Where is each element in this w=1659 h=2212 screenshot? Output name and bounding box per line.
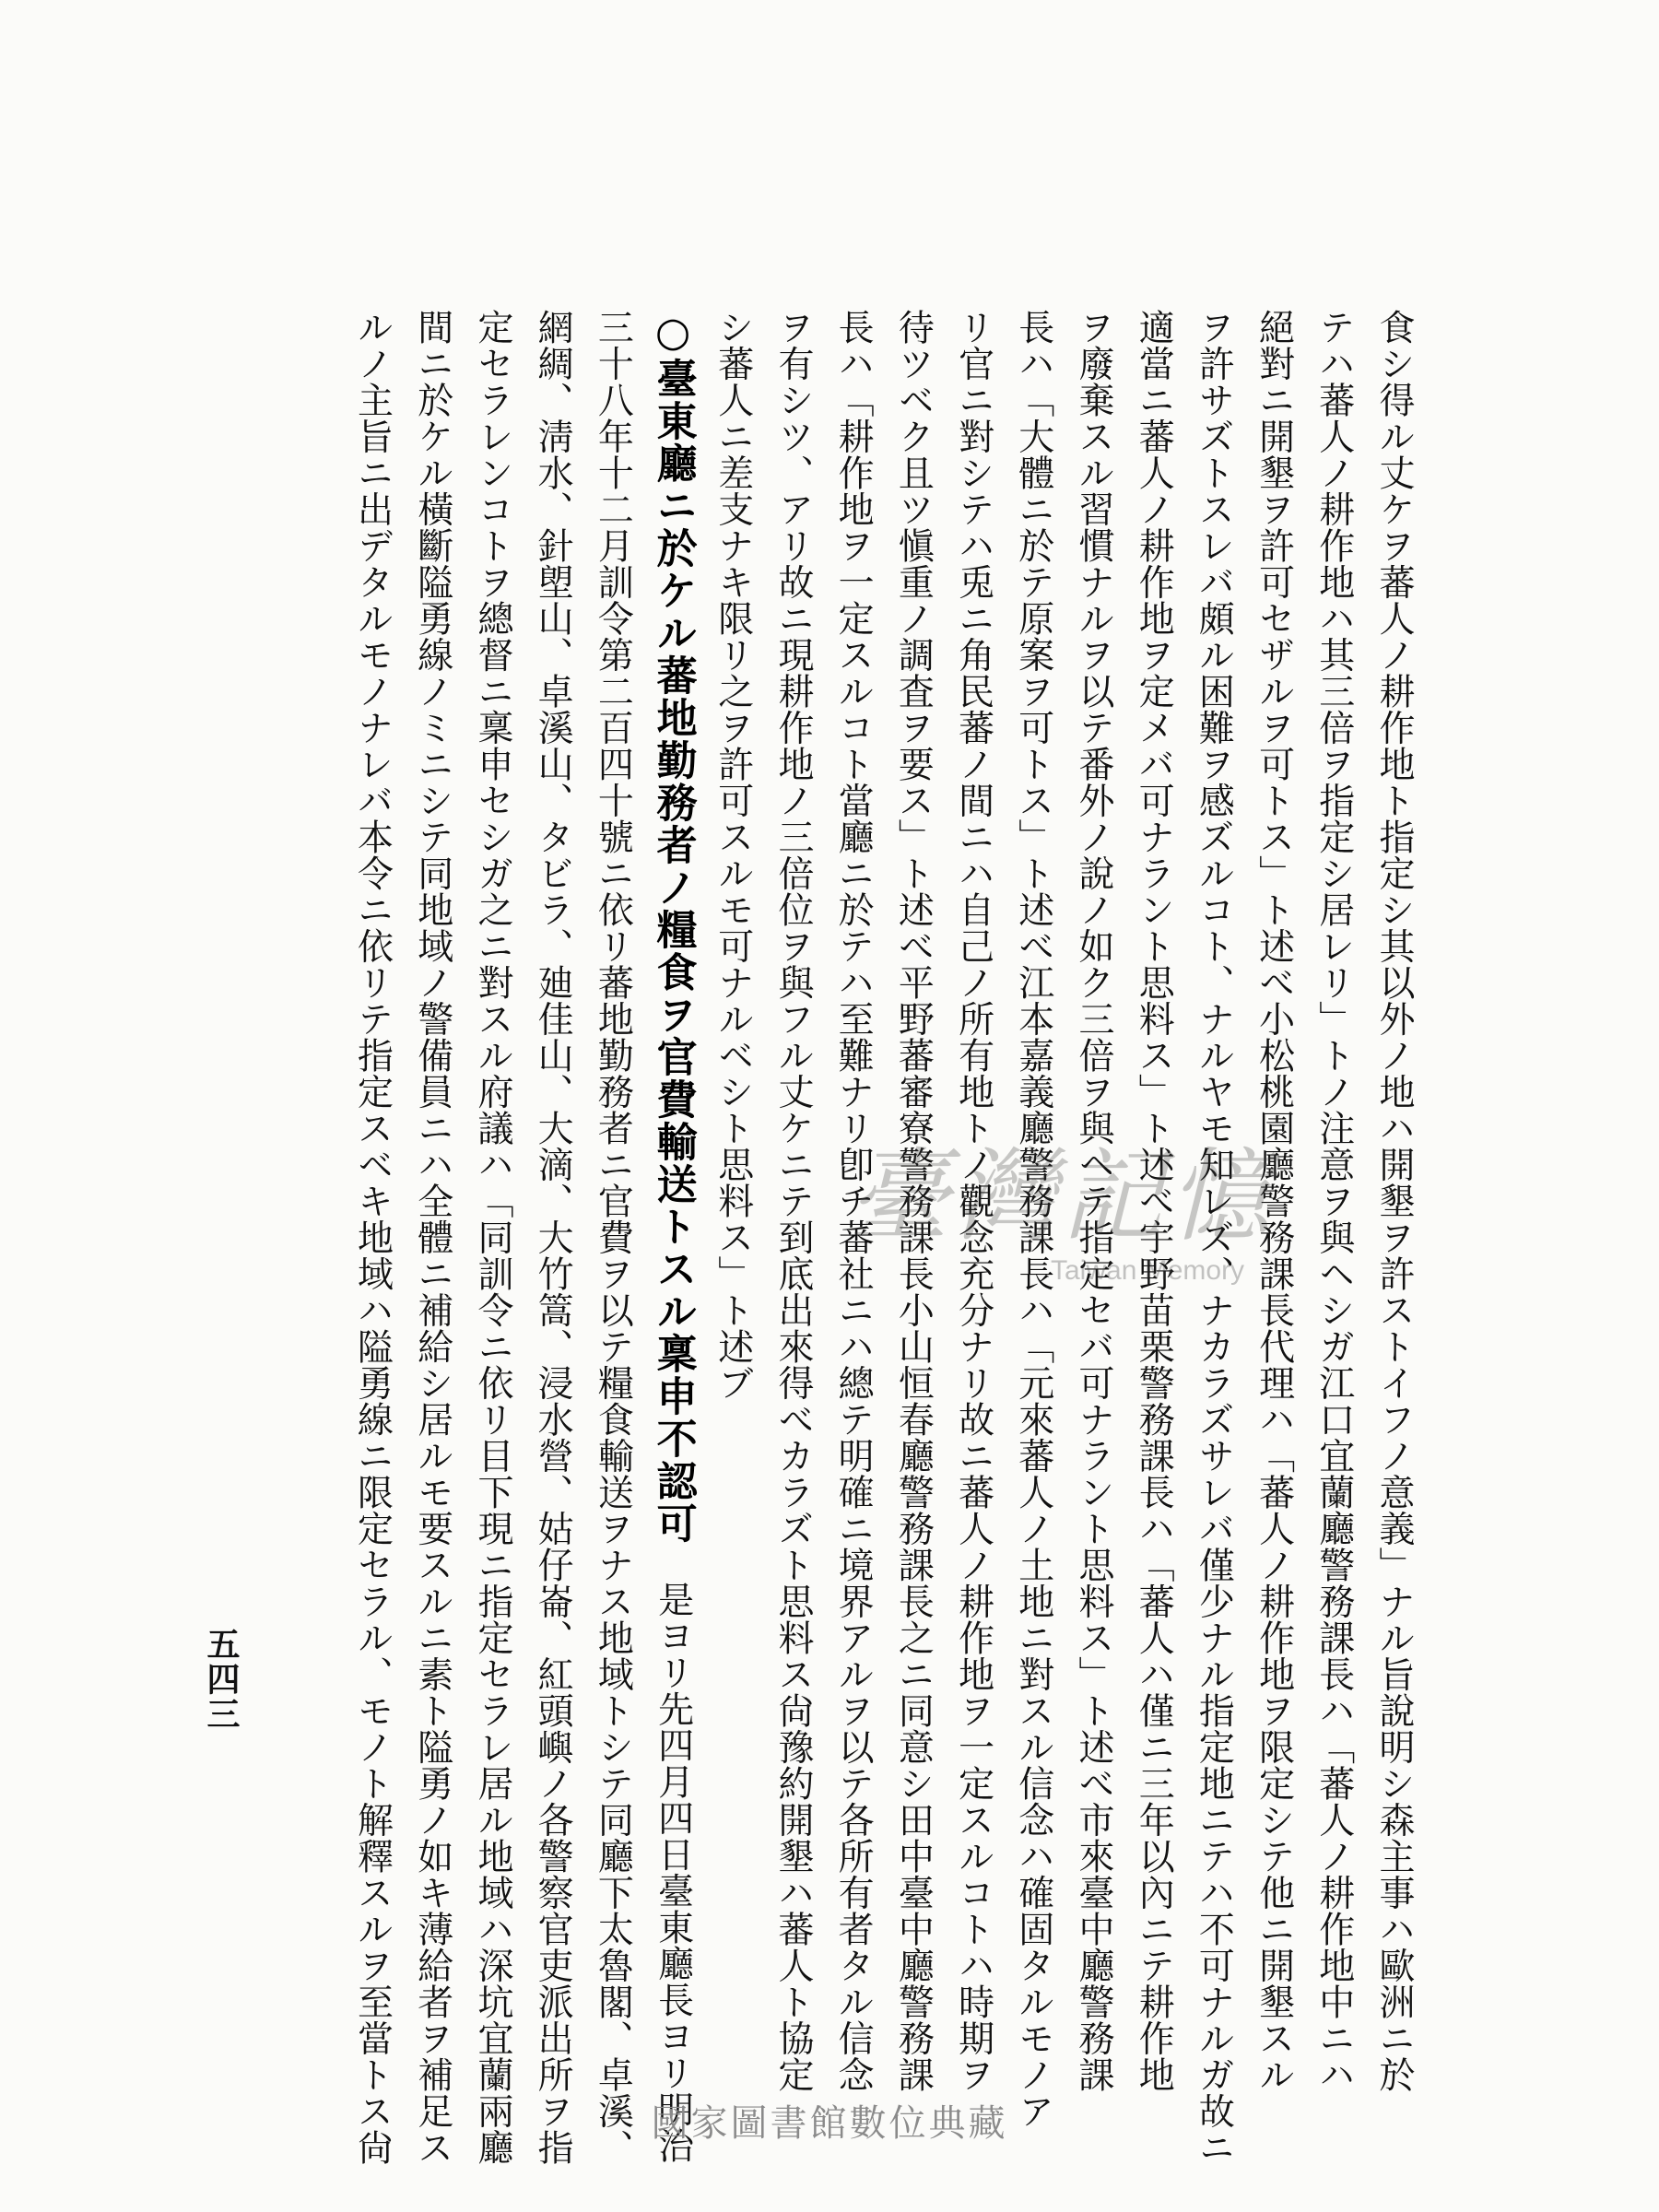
text-column: ヲ許サズトスレバ頗ル困難ヲ感ズルコト、ナルヤモ知レズ、ナカラズサレバ僅少ナル指定地ニテハ不可ナルガ故ニ <box>1193 309 1235 2166</box>
text-column: ルノ主旨ニ出デタルモノナレバ本令ニ依リテ指定スベキ地域ハ隘勇線ニ限定セラル、モノト解釋スルヲ至當トス尙 <box>351 309 394 2166</box>
text-column: 長ハ「耕作地ヲ一定スルコト當廳ニ於テハ至難ナリ卽チ蕃社ニハ總テ明確ニ境界アルヲ以テ各所有者タル信念 <box>832 309 875 2093</box>
section-heading-column <box>642 309 702 2164</box>
text-column: シ蕃人ニ差支ナキ限リ之ヲ許可スルモ可ナルベシト思料ス」ト述ブ <box>712 309 754 1401</box>
section-heading-continuation: 是ヨリ先四月四日臺東廳長ヨリ明治 <box>652 1545 694 2164</box>
text-column: 長ハ「大體ニ於テ原案ヲ可トス」ト述べ江本嘉義廳警務課長ハ「元來蕃人ノ土地ニ對スル信念ハ確固タルモノア <box>1012 309 1054 2129</box>
text-column: 定セラレンコトヲ總督ニ稟申セシガ之ニ對スル府議ハ「同訓令ニ依リ目下現ニ指定セラレ居ル地域ハ深坑宜蘭兩廳 <box>471 309 513 2166</box>
page-number: 五四三 <box>202 1627 241 1732</box>
footer-caption: 國家圖書館數位典藏 <box>651 2102 1008 2145</box>
text-column: ヲ有シツ、アリ故ニ現耕作地ノ三倍位ヲ與フル丈ケニテ到底出來得べカラズト思料ス尙豫約開墾ハ蕃人ト協定 <box>771 309 814 2093</box>
text-column: 絕對ニ開墾ヲ許可セザルヲ可トス」ト述べ小松桃園廳警務課長代理ハ「蕃人ノ耕作地ヲ限定シテ他ニ開墾スル <box>1253 309 1295 2093</box>
watermark-cjk: 臺灣記憶 <box>848 1137 1276 1255</box>
text-column: リ官ニ對シテハ兎ニ角民蕃ノ間ニハ自己ノ所有地トノ觀念充分ナリ故ニ蕃人ノ耕作地ヲ一定スルコトハ時期ヲ <box>952 309 994 2093</box>
text-column: 間ニ於ケル橫斷隘勇線ノミニシテ同地域ノ警備員ニハ全體ニ補給シ居ルモ要スルニ素ト隘勇ノ如キ薄給者ヲ補足ス <box>411 309 453 2166</box>
text-column: ヲ廢棄スル習慣ナルヲ以テ番外ノ說ノ如ク三倍ヲ與ヘテ指定セバ可ナラント思料ス」ト述べ市來臺中廳警務課 <box>1072 309 1114 2093</box>
text-column: 食シ得ル丈ケヲ蕃人ノ耕作地ト指定シ其以外ノ地ハ開墾ヲ許ストイフノ意義」ナル旨說明シ森主事ハ歐洲ニ於 <box>1373 309 1415 2093</box>
text-column: テハ蕃人ノ耕作地ハ其三倍ヲ指定シ居レリ」トノ注意ヲ與ヘシガ江口宜蘭廳警務課長ハ「蕃人ノ耕作地中ニハ <box>1312 309 1355 2093</box>
text-column: 三十八年十二月訓令第二百四十號ニ依リ蕃地勤務者ニ官費ヲ以テ糧食輸送ヲナス地域トシテ同廳下太魯閣、卓溪、 <box>592 309 634 2166</box>
text-column: 適當ニ蕃人ノ耕作地ヲ定メバ可ナラント思料ス」ト述べ宇野苗栗警務課長ハ「蕃人ハ僅ニ三年以內ニテ耕作地 <box>1133 309 1175 2093</box>
text-column: 網綢、淸水、針塱山、卓溪山、タビラ、廸佳山、大滴、大竹篙、浸水營、姑仔崙、紅頭嶼ノ各警察官吏派出所ヲ指 <box>532 309 574 2166</box>
text-column: 待ツベク且ツ愼重ノ調査ヲ要ス」ト述べ平野蕃審寮警務課長小山恒春廳警務課長之ニ同意シ田中臺中廳警務課 <box>892 309 935 2093</box>
section-heading: ○臺東廳ニ於ケル蕃地勤務者ノ糧食ヲ官費輸送トスル稟申不認可 <box>649 309 697 1545</box>
watermark-latin: Taiwan Memory <box>1051 1255 1245 1286</box>
